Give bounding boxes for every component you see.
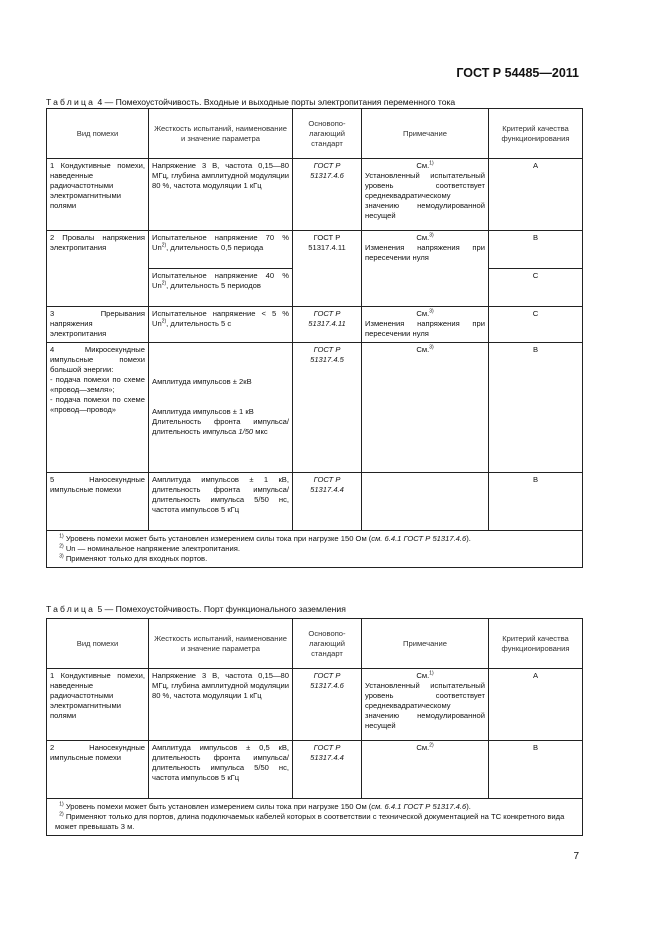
t5-fn1-post: ).	[466, 802, 471, 811]
t5-r2-severity: Амплитуда импульсов ± 0,5 кВ, длительность фронта импульса/длительность импульса 5/50 нс, частота импульсов 5 кГц	[149, 741, 293, 799]
document-header: ГОСТ Р 54485—2011	[456, 66, 579, 80]
t4-r4-type	[47, 343, 149, 473]
table5-footnotes	[47, 799, 583, 836]
t4-r4-type-2: - подача помехи по схеме «провод—земля»;	[50, 375, 145, 394]
t4-r3-standard: ГОСТ Р 51317.4.11	[293, 307, 362, 343]
table-row	[47, 231, 583, 269]
t4-r4-note-see: См.	[416, 345, 430, 354]
table5	[46, 618, 583, 836]
t4-r3-note	[362, 307, 489, 343]
t4-r3-type: 3 Прерывания напряжения электропитания	[47, 307, 149, 343]
t4-r1-note-text: Установленный испытательный уровень соответствует среднеквадратическому значению немодулированной несущей	[365, 171, 485, 220]
t5-r2-criterion: В	[489, 741, 583, 799]
t4-fn3-pre: Применяют только для входных портов.	[65, 554, 208, 563]
t4-r2-criterion-a: В	[489, 231, 583, 269]
table-row	[47, 669, 583, 741]
t4-r3-note-text: Изменения напряжения при пересечении нуля	[365, 319, 485, 338]
t4-r4-note	[362, 343, 489, 473]
t5-footnote-2	[55, 812, 574, 832]
t4-r5-note	[362, 473, 489, 531]
t4-r4-sev-3-wrap	[152, 417, 289, 437]
t5-r2-type: 2 Наносекундные импульсные помехи	[47, 741, 149, 799]
t4-footnote-1	[55, 534, 574, 544]
t5-r1-standard: ГОСТ Р 51317.4.6	[293, 669, 362, 741]
t4-r4-sev-3-unit: мкс	[255, 427, 268, 436]
t5-r1-note	[362, 669, 489, 741]
table5-caption-text: 5 — Помехоустойчивость. Порт функционального заземления	[97, 604, 346, 614]
page-number: 7	[573, 851, 579, 862]
t4-r5-standard: ГОСТ Р 51317.4.4	[293, 473, 362, 531]
t4-r2-sev-b-tail: , длительность 5 периодов	[166, 281, 261, 290]
t4-r2-note-sup: 3)	[429, 232, 434, 239]
table4-header-note: Примечание	[362, 109, 489, 159]
table5-header-type: Вид помехи	[47, 619, 149, 669]
table4-caption	[46, 97, 455, 107]
t5-fn1-ital: см. 6.4.1 ГОСТ Р 51317.4.6	[371, 802, 467, 811]
t4-r2-severity-a	[149, 231, 293, 269]
t4-r2-standard: ГОСТ Р 51317.4.11	[293, 231, 362, 307]
t4-r1-note	[362, 159, 489, 231]
table5-header-severity: Жесткость испытаний, наименование и значение параметра	[149, 619, 293, 669]
t5-fn2-pre: Применяют только для портов, длина подключаемых кабелей которых в соответствии с технической документацией на ТС конкретного вида может превышать 3 м.	[55, 812, 565, 831]
table4-footnotes	[47, 531, 583, 568]
table4-header-severity: Жесткость испытаний, наименование и значение параметра	[149, 109, 293, 159]
t4-r2-sev-a-tail: , длительность 0,5 периода	[166, 243, 264, 252]
t5-r1-note-sup: 1)	[429, 670, 434, 677]
table-row	[47, 307, 583, 343]
t4-r4-sev-3: Длительность фронта импульса/длительность импульса	[152, 417, 289, 436]
t4-r3-criterion: С	[489, 307, 583, 343]
t4-fn3-mark: 3)	[59, 553, 64, 560]
t4-r4-sev-3-val: 1/50	[238, 427, 254, 436]
table5-header-criterion: Критерий качества функционирования	[489, 619, 583, 669]
table4-caption-word: Таблица	[46, 97, 96, 107]
t4-r4-type-1: 4 Микросекундные импульсные помехи большой энергии:	[50, 345, 145, 374]
t4-fn2-mark: 2)	[59, 543, 64, 550]
t4-r2-sev-b-sup: 2)	[161, 280, 167, 287]
t5-r2-note-see: См.	[416, 743, 430, 752]
t4-r1-note-see: См.	[416, 161, 430, 170]
t4-r4-severity	[149, 343, 293, 473]
t4-fn1-mark: 1)	[59, 533, 64, 540]
t4-r2-criterion-b: С	[489, 269, 583, 307]
t4-footnote-2	[55, 544, 574, 554]
t4-r1-standard: ГОСТ Р 51317.4.6	[293, 159, 362, 231]
t5-r2-note	[362, 741, 489, 799]
t4-r5-type: 5 Наносекундные импульсные помехи	[47, 473, 149, 531]
t5-r2-note-sup: 2)	[429, 742, 434, 749]
table4	[46, 108, 583, 568]
t4-r1-note-sup: 1)	[429, 160, 434, 167]
table-row	[47, 343, 583, 473]
t5-r2-standard: ГОСТ Р 51317.4.4	[293, 741, 362, 799]
table4-header-row	[47, 109, 583, 159]
table5-caption	[46, 604, 346, 614]
t4-r2-sev-a-sup: 2)	[161, 242, 167, 249]
t4-r2-note-text: Изменения напряжения при пересечении нуля	[365, 243, 485, 262]
t4-r3-sev-tail: , длительность 5 с	[166, 319, 232, 328]
t5-fn1-pre: Уровень помехи может быть установлен измерением силы тока при нагрузке 150 Ом (	[65, 802, 372, 811]
table-row	[47, 473, 583, 531]
t4-r2-note	[362, 231, 489, 269]
t4-r5-criterion: В	[489, 473, 583, 531]
t4-r1-type: 1 Кондуктивные помехи, наведенные радиочастотными электромагнитными полями	[47, 159, 149, 231]
table4-footnotes-row	[47, 531, 583, 568]
t4-fn1-ital: см. 6.4.1 ГОСТ Р 51317.4.6	[371, 534, 467, 543]
table5-footnotes-row	[47, 799, 583, 836]
t4-r2-sev-a: Испытательное напряжение 70 % Un	[152, 233, 289, 252]
t5-r1-type: 1 Кондуктивные помехи, наведенные радиочастотными электромагнитными полями	[47, 669, 149, 741]
t5-r1-criterion: А	[489, 669, 583, 741]
t5-r1-severity: Напряжение 3 В, частота 0,15—80 МГц, глубина амплитудной модуляции 80 %, частота модуляции 1 кГц	[149, 669, 293, 741]
t4-r2-type: 2 Провалы напряжения электропитания	[47, 231, 149, 307]
t4-r3-severity	[149, 307, 293, 343]
t4-footnote-3	[55, 554, 574, 564]
t4-r3-sev: Испытательное напряжение < 5 % Un	[152, 309, 289, 328]
table5-header-row	[47, 619, 583, 669]
t4-r4-type-3: - подача помехи по схеме «провод—провод»	[50, 395, 145, 414]
t4-r2-severity-b	[149, 269, 293, 307]
t5-r1-note-see: См.	[416, 671, 430, 680]
t5-fn2-mark: 2)	[59, 811, 64, 818]
table4-header-type: Вид помехи	[47, 109, 149, 159]
table5-header-standard: Основопо-лагающий стандарт	[293, 619, 362, 669]
t4-r3-note-sup: 3)	[429, 308, 434, 315]
t4-r3-sev-sup: 2)	[161, 318, 167, 325]
table5-header-note: Примечание	[362, 619, 489, 669]
t4-r4-criterion: В	[489, 343, 583, 473]
table4-header-criterion: Критерий качества функционирования	[489, 109, 583, 159]
t4-r5-severity: Амплитуда импульсов ± 1 кВ, длительность фронта импульса/длительность импульса 5/50 нс, частота импульсов 5 кГц	[149, 473, 293, 531]
table-row	[47, 741, 583, 799]
t4-r4-standard: ГОСТ Р 51317.4.5	[293, 343, 362, 473]
table5-caption-word: Таблица	[46, 604, 96, 614]
t4-r4-sev-2: Амплитуда импульсов ± 1 кВ	[152, 407, 254, 416]
t5-r1-note-text: Установленный испытательный уровень соответствует среднеквадратическому значению немодулированной несущей	[365, 681, 485, 730]
t4-r3-note-see: См.	[416, 309, 430, 318]
t4-r4-note-sup: 3)	[429, 344, 434, 351]
table-row	[47, 159, 583, 231]
table4-caption-text: 4 — Помехоустойчивость. Входные и выходные порты электропитания переменного тока	[97, 97, 456, 107]
t4-r1-severity: Напряжение 3 В, частота 0,15—80 МГц, глубина амплитудной модуляции 80 %, частота модуляции 1 кГц	[149, 159, 293, 231]
t4-fn1-post: ).	[466, 534, 471, 543]
t4-fn2-pre: Un — номинальное напряжение электропитания.	[65, 544, 240, 553]
t4-r2-note-see: См.	[416, 233, 430, 242]
t5-fn1-mark: 1)	[59, 801, 64, 808]
t4-r1-criterion: А	[489, 159, 583, 231]
t5-footnote-1	[55, 802, 574, 812]
t4-r2-note-empty	[362, 269, 489, 307]
t4-r2-sev-b: Испытательное напряжение 40 % Un	[152, 271, 289, 290]
table4-header-standard: Основопо-лагающий стандарт	[293, 109, 362, 159]
t4-fn1-pre: Уровень помехи может быть установлен измерением силы тока при нагрузке 150 Ом (	[65, 534, 372, 543]
t4-r4-sev-1: Амплитуда импульсов ± 2кВ	[152, 377, 252, 386]
